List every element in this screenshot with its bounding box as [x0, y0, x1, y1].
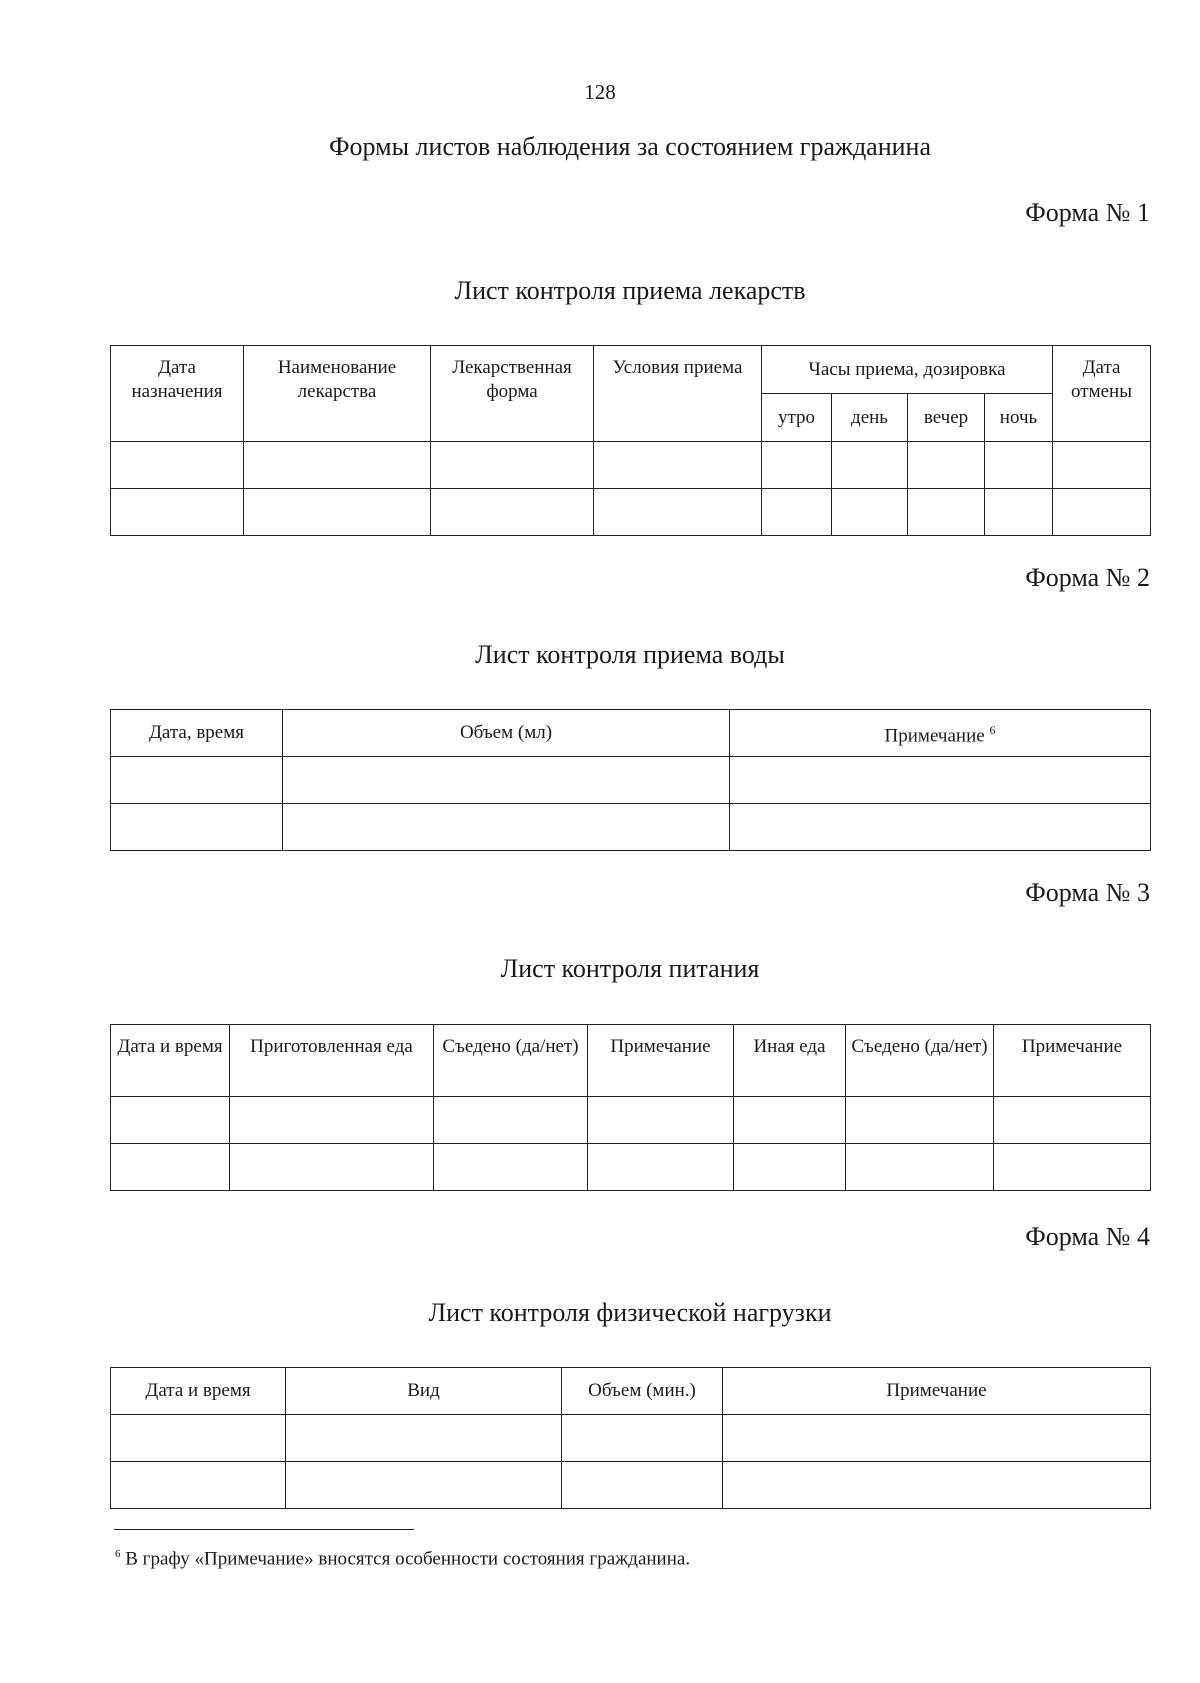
- table-row: [111, 1144, 1151, 1191]
- table-row: [111, 757, 1151, 804]
- header-note: [730, 710, 1151, 757]
- nutrition-control-table: [110, 1024, 1151, 1191]
- header-volume-min: Объем (мин.): [562, 1368, 723, 1415]
- table-cell[interactable]: [832, 489, 908, 536]
- header-evening: вечер: [908, 394, 985, 442]
- footnote-text: В графу «Примечание» вносятся особенности состояния гражданина.: [125, 1548, 691, 1570]
- table-cell[interactable]: [994, 1144, 1151, 1191]
- table-cell[interactable]: [434, 1144, 588, 1191]
- form-3-label: Форма № 3: [1025, 878, 1150, 907]
- header-morning: утро: [762, 394, 832, 442]
- table-row: [111, 489, 1151, 536]
- header-note: Примечание: [588, 1025, 734, 1097]
- header-volume-ml: Объем (мл): [283, 710, 730, 757]
- water-control-table: [110, 709, 1151, 851]
- table-cell[interactable]: [431, 489, 594, 536]
- table-cell[interactable]: [723, 1415, 1151, 1462]
- table-cell[interactable]: [723, 1462, 1151, 1509]
- table-cell[interactable]: [431, 442, 594, 489]
- main-title: Формы листов наблюдения за состоянием гражданина: [328, 132, 932, 161]
- table-cell[interactable]: [286, 1415, 562, 1462]
- header-dosage-form: Лекарственная форма: [431, 346, 594, 442]
- header-note-label: Примечание: [884, 725, 985, 747]
- table-cell[interactable]: [230, 1097, 434, 1144]
- table-cell[interactable]: [286, 1462, 562, 1509]
- table-cell[interactable]: [562, 1462, 723, 1509]
- table-cell[interactable]: [734, 1097, 846, 1144]
- header-night: ночь: [985, 394, 1053, 442]
- header-prepared-food: Приготовленная еда: [230, 1025, 434, 1097]
- header-eaten-2: Съедено (да/нет): [846, 1025, 994, 1097]
- form-1-title: Лист контроля приема лекарств: [454, 276, 806, 305]
- header-eaten: Съедено (да/нет): [434, 1025, 588, 1097]
- page-number: 128: [584, 80, 616, 104]
- footnote-number: 6: [115, 1548, 121, 1560]
- table-cell[interactable]: [111, 1097, 230, 1144]
- table-cell[interactable]: [762, 489, 832, 536]
- table-cell[interactable]: [111, 804, 283, 851]
- table-cell[interactable]: [111, 1462, 286, 1509]
- form-3-title: Лист контроля питания: [500, 954, 760, 983]
- table-cell[interactable]: [985, 442, 1053, 489]
- header-type: Вид: [286, 1368, 562, 1415]
- header-drug-name: Наименование лекарства: [244, 346, 431, 442]
- header-day: день: [832, 394, 908, 442]
- table-row: [111, 804, 1151, 851]
- header-date-cancel: Дата отмены: [1053, 346, 1151, 442]
- table-cell[interactable]: [908, 489, 985, 536]
- table-cell[interactable]: [434, 1097, 588, 1144]
- table-cell[interactable]: [588, 1097, 734, 1144]
- table-cell[interactable]: [111, 1144, 230, 1191]
- header-note-2: Примечание: [994, 1025, 1151, 1097]
- table-cell[interactable]: [762, 442, 832, 489]
- table-cell[interactable]: [111, 489, 244, 536]
- table-cell[interactable]: [846, 1097, 994, 1144]
- form-4-label: Форма № 4: [1025, 1222, 1150, 1251]
- header-date-assigned: Дата назначения: [111, 346, 244, 442]
- form-4-title: Лист контроля физической нагрузки: [428, 1298, 832, 1327]
- table-cell[interactable]: [985, 489, 1053, 536]
- header-conditions: Условия приема: [594, 346, 762, 442]
- footnote-mark: 6: [989, 722, 996, 737]
- table-cell[interactable]: [588, 1144, 734, 1191]
- form-2-title: Лист контроля приема воды: [475, 640, 785, 669]
- table-cell[interactable]: [562, 1415, 723, 1462]
- table-cell[interactable]: [1053, 489, 1151, 536]
- table-cell[interactable]: [594, 489, 762, 536]
- table-row: [111, 1415, 1151, 1462]
- table-cell[interactable]: [111, 757, 283, 804]
- physical-activity-control-table: [110, 1367, 1151, 1509]
- header-note: Примечание: [723, 1368, 1151, 1415]
- table-row: [111, 442, 1151, 489]
- table-cell[interactable]: [244, 442, 431, 489]
- table-cell[interactable]: [734, 1144, 846, 1191]
- header-other-food: Иная еда: [734, 1025, 846, 1097]
- table-cell[interactable]: [832, 442, 908, 489]
- table-cell[interactable]: [244, 489, 431, 536]
- header-date-time: Дата и время: [111, 1368, 286, 1415]
- footnote: [115, 1548, 690, 1570]
- table-row: [111, 1462, 1151, 1509]
- header-hours-dosage: Часы приема, дозировка: [762, 346, 1053, 394]
- table-cell[interactable]: [283, 757, 730, 804]
- header-date-time: Дата и время: [111, 1025, 230, 1097]
- form-2-label: Форма № 2: [1025, 563, 1150, 592]
- table-cell[interactable]: [111, 442, 244, 489]
- table-cell[interactable]: [594, 442, 762, 489]
- table-cell[interactable]: [846, 1144, 994, 1191]
- medication-control-table: [110, 345, 1151, 536]
- header-date-time: Дата, время: [111, 710, 283, 757]
- table-cell[interactable]: [283, 804, 730, 851]
- table-row: [111, 1097, 1151, 1144]
- table-cell[interactable]: [111, 1415, 286, 1462]
- table-cell[interactable]: [1053, 442, 1151, 489]
- table-cell[interactable]: [908, 442, 985, 489]
- table-cell[interactable]: [230, 1144, 434, 1191]
- form-1-label: Форма № 1: [1025, 198, 1150, 227]
- footnote-separator: [114, 1529, 414, 1530]
- table-cell[interactable]: [730, 757, 1151, 804]
- table-cell[interactable]: [730, 804, 1151, 851]
- table-cell[interactable]: [994, 1097, 1151, 1144]
